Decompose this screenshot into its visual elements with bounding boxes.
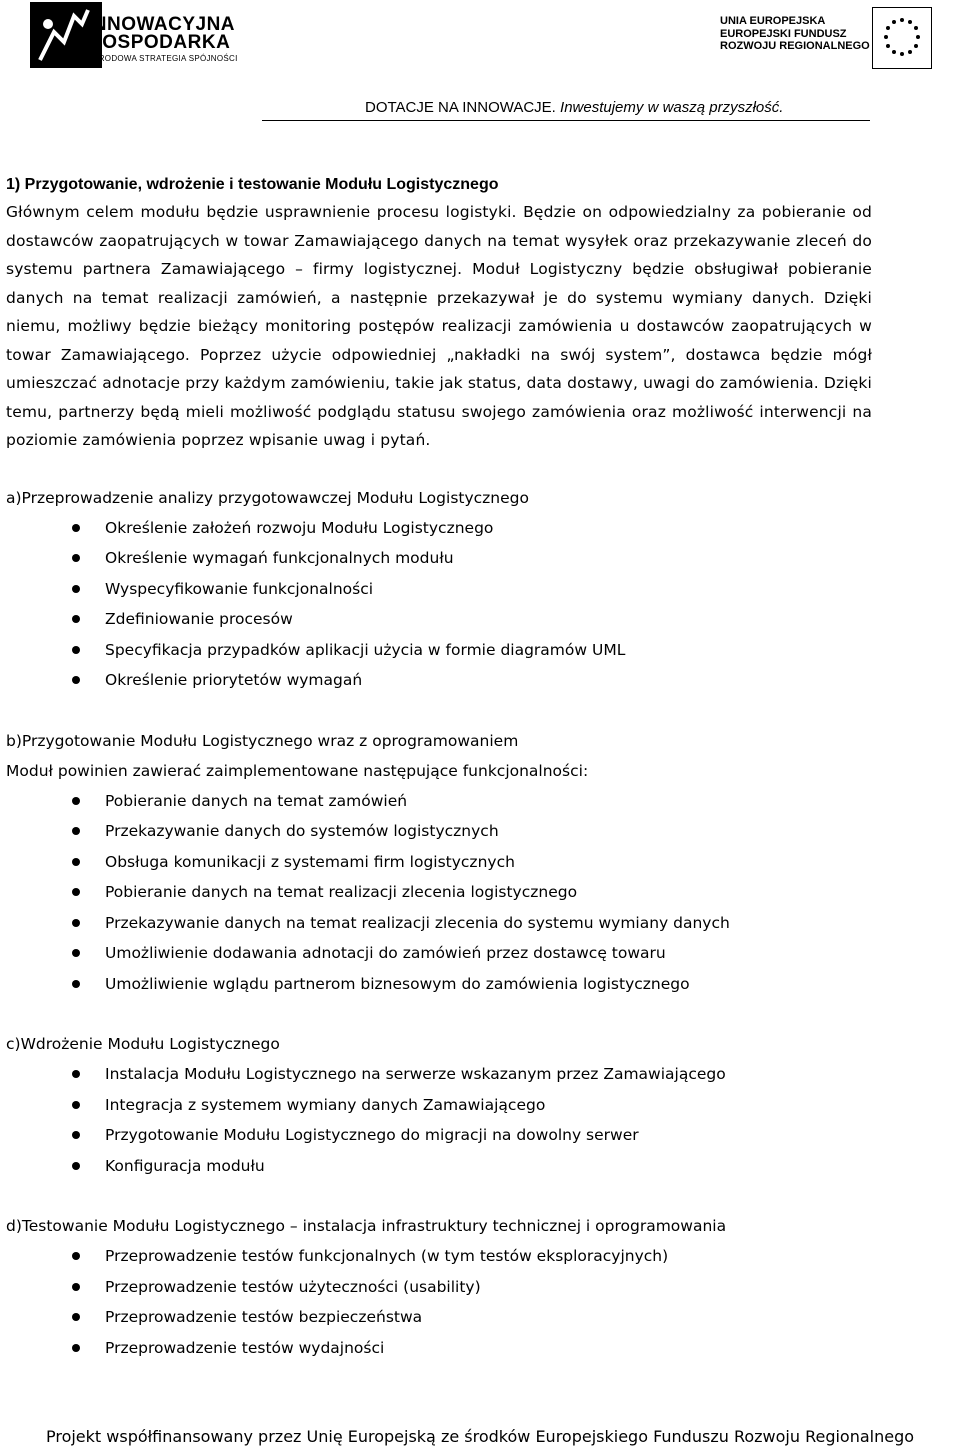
bullet-icon bbox=[72, 1162, 80, 1170]
list-item: Przeprowadzenie testów bezpieczeństwa bbox=[6, 1302, 872, 1333]
list-item: Pobieranie danych na temat zamówień bbox=[6, 786, 872, 817]
list-item: Określenie założeń rozwoju Modułu Logistycznego bbox=[6, 513, 872, 544]
bullet-icon bbox=[72, 980, 80, 988]
logo-right-line3: ROZWOJU REGIONALNEGO bbox=[720, 40, 870, 52]
logo-left-line1: INNOWACYJNA bbox=[87, 14, 236, 35]
bullet-icon bbox=[72, 554, 80, 562]
logo-right-line1: UNIA EUROPEJSKA bbox=[720, 15, 826, 27]
list-item: Umożliwienie wglądu partnerom biznesowym do zamówienia logistycznego bbox=[6, 969, 872, 1000]
list-item: Integracja z systemem wymiany danych Zamawiającego bbox=[6, 1090, 872, 1121]
list-item: Przeprowadzenie testów użyteczności (usability) bbox=[6, 1272, 872, 1303]
unia-europejska-logo bbox=[720, 8, 872, 68]
logo-left-line3: NARODOWA STRATEGIA SPÓJNOŚCI bbox=[87, 54, 238, 63]
list-item: Przygotowanie Modułu Logistycznego do migracji na dowolny serwer bbox=[6, 1120, 872, 1151]
section-d-heading: d)Testowanie Modułu Logistycznego – instalacja infrastruktury technicznej i oprogramowania bbox=[6, 1217, 727, 1235]
tagline-plain: DOTACJE NA INNOWACJE. bbox=[365, 99, 556, 116]
section-c-list bbox=[6, 1059, 872, 1181]
document-body bbox=[6, 172, 872, 1363]
list-item: Przeprowadzenie testów wydajności bbox=[6, 1333, 872, 1364]
section-c-heading: c)Wdrożenie Modułu Logistycznego bbox=[6, 1035, 280, 1053]
bullet-icon bbox=[72, 646, 80, 654]
bullet-icon bbox=[72, 949, 80, 957]
page-footer: Projekt współfinansowany przez Unię Europejską ze środków Europejskiego Funduszu Rozwoju Regionalnego bbox=[45, 1427, 915, 1446]
section-b-list bbox=[6, 786, 872, 1000]
header-tagline bbox=[365, 99, 783, 116]
list-item: Umożliwienie dodawania adnotacji do zamówień przez dostawcę towaru bbox=[6, 938, 872, 969]
section-b-intro: Moduł powinien zawierać zaimplementowane następujące funkcjonalności: bbox=[6, 761, 589, 780]
list-item: Obsługa komunikacji z systemami firm logistycznych bbox=[6, 847, 872, 878]
list-item: Określenie priorytetów wymagań bbox=[6, 665, 872, 696]
list-item: Instalacja Modułu Logistycznego na serwerze wskazanym przez Zamawiającego bbox=[6, 1059, 872, 1090]
header-divider bbox=[262, 120, 870, 121]
logo-left-line2: GOSPODARKA bbox=[87, 32, 231, 53]
section-d-list bbox=[6, 1241, 872, 1363]
bullet-icon bbox=[72, 1283, 80, 1291]
eu-flag-icon bbox=[872, 7, 932, 69]
bullet-icon bbox=[72, 676, 80, 684]
bullet-icon bbox=[72, 585, 80, 593]
tagline-italic: Inwestujemy w waszą przyszłość. bbox=[560, 99, 784, 116]
bullet-icon bbox=[72, 1101, 80, 1109]
list-item: Określenie wymagań funkcjonalnych modułu bbox=[6, 543, 872, 574]
section1-paragraph: Głównym celem modułu będzie usprawnienie procesu logistyki. Będzie on odpowiedzialny za pobieranie od dostawców zaopatrujących w towar Zamawiającego danych na temat wysyłek oraz przekazywanie zleceń do systemu partnera Zamawiającego – firmy logistycznej. Moduł Logistyczny będzie obsługiwał pobieranie danych na temat realizacji zamówień, a następnie przekazywał je do systemu wymiany danych. Dzięki niemu, możliwy będzie bieżący monitoring postępów realizacji zamówienia u dostawców zaopatrujących w towar Zamawiającego. Poprzez użycie odpowiedniej „nakładki na swój system”, dostawca będzie mógł umieszczać adnotacje przy każdym zamówieniu, takie jak status, data dostawy, uwagi do zamówienia. Dzięki temu, partnerzy będą mieli możliwość podglądu statusu swojego zamówienia oraz możliwość interwencji na poziomie zamówienia poprzez wpisanie uwag i pytań. bbox=[6, 203, 872, 449]
list-item: Przeprowadzenie testów funkcjonalnych (w tym testów eksploracyjnych) bbox=[6, 1241, 872, 1272]
list-item: Wyspecyfikowanie funkcjonalności bbox=[6, 574, 872, 605]
list-item: Konfiguracja modułu bbox=[6, 1151, 872, 1182]
bullet-icon bbox=[72, 1070, 80, 1078]
bullet-icon bbox=[72, 1252, 80, 1260]
innowacyjna-gospodarka-logo bbox=[30, 2, 250, 70]
list-item: Przekazywanie danych na temat realizacji zlecenia do systemu wymiany danych bbox=[6, 908, 872, 939]
bullet-icon bbox=[72, 888, 80, 896]
bullet-icon bbox=[72, 615, 80, 623]
bullet-icon bbox=[72, 827, 80, 835]
list-item: Pobieranie danych na temat realizacji zlecenia logistycznego bbox=[6, 877, 872, 908]
list-item: Specyfikacja przypadków aplikacji użycia w formie diagramów UML bbox=[6, 635, 872, 666]
bullet-icon bbox=[72, 858, 80, 866]
logo-right-line2: EUROPEJSKI FUNDUSZ bbox=[720, 28, 847, 40]
section1-title: 1) Przygotowanie, wdrożenie i testowanie Modułu Logistycznego bbox=[6, 176, 499, 193]
bullet-icon bbox=[72, 524, 80, 532]
list-item: Zdefiniowanie procesów bbox=[6, 604, 872, 635]
bullet-icon bbox=[72, 1131, 80, 1139]
bullet-icon bbox=[72, 919, 80, 927]
bullet-icon bbox=[72, 797, 80, 805]
bullet-icon bbox=[72, 1344, 80, 1352]
list-item: Przekazywanie danych do systemów logistycznych bbox=[6, 816, 872, 847]
page-header bbox=[0, 0, 960, 125]
section-a-list bbox=[6, 513, 872, 696]
bullet-icon bbox=[72, 1313, 80, 1321]
section-b-heading: b)Przygotowanie Modułu Logistycznego wraz z oprogramowaniem bbox=[6, 731, 519, 750]
section-a-heading: a)Przeprowadzenie analizy przygotowawczej Modułu Logistycznego bbox=[6, 488, 529, 507]
